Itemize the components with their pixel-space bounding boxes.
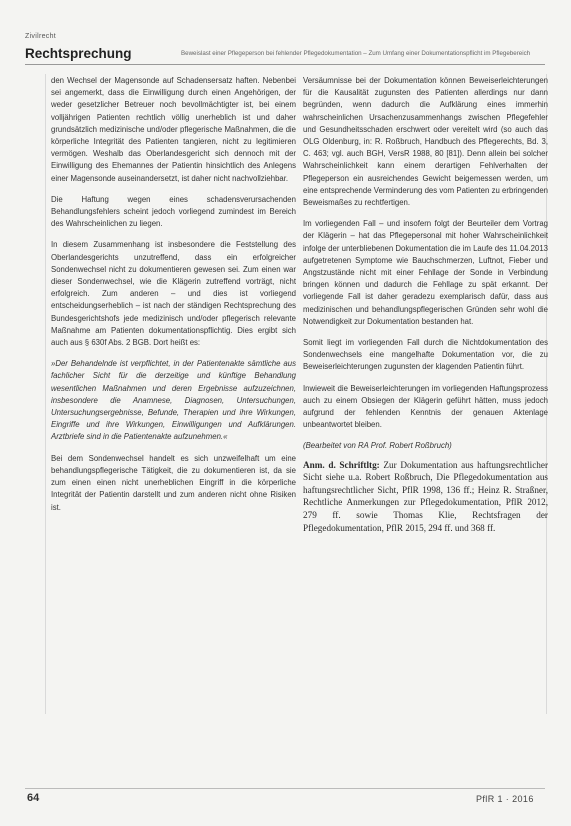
running-header — [25, 46, 545, 64]
footer-rule — [25, 788, 545, 789]
left-margin-rule — [45, 74, 46, 714]
header-title: Rechtsprechung — [25, 46, 132, 61]
right-paragraph-4: Inwieweit die Beweiserleichterungen im vorliegenden Haftungsprozess auch zu einem Obsiegen der Klägerin geführt hätten, muss jedoch aufgrund der fehlenden Kenntnis der genauen Aktenlage unbeantwortet bleiben. — [303, 383, 548, 430]
header-rule — [25, 64, 545, 65]
right-paragraph-2: Im vorliegenden Fall – und insofern folgt der Beurteiler dem Vortrag der Klägerin – hat das Pflegepersonal mit hoher Wahrscheinlichkeit infolge der unterbliebenen Dokumentation die im Laufe des 11.04.2013 aufgetretenen Symptome wie Bauchschmerzen, Luftnot, Fieber und Angstzustände nicht mit einer Fehllage der Sonde in Verbindung bringen können und dadurch die Fehllage zu spät erkannt. Der vorliegende Fall ist daher geradezu exemplarisch dafür, dass aus medizinischen und behandlungspflegerischen Gründen sehr wohl die Notwendigkeit zur Dokumentation bestanden hat. — [303, 219, 548, 326]
left-paragraph-1: den Wechsel der Magensonde auf Schadensersatz haften. Nebenbei sei angemerkt, dass die Einwilligung durch einen Angehörigen, der weder gesetzlicher Betreuer noch bevollmächtigter ist, bei einem volljährigen Patienten rechtlich völlig unerheblich ist und daher grundsätzlich medizinische und/oder pflegerische Maßnahmen, die die körperliche Integrität des Patienten tangieren, nicht zu legitimieren vermögen. Weshalb das Oberlandesgericht sich dennoch mit der Einwilligung des Ehemannes der Patientin hinsichtlich des Anlegens einer Magensonde auseinandersetzt, ist daher nicht nachvollziehbar. — [51, 76, 296, 183]
statute-quote: »Der Behandelnde ist verpflichtet, in der Patientenakte sämtliche aus fachlicher Sicht für die derzeitige und künftige Behandlung wesentlichen Maßnahmen und deren Ergebnisse aufzuzeichnen, insbesondere die Anamnese, Diagnosen, Untersuchungen, Untersuchungsergebnisse, Befunde, Therapien und ihre Wirkungen, Eingriffe und ihre Wirkungen, Einwilligungen und Aufklärungen. Arztbriefe sind in die Patientenakte aufzunehmen.« — [51, 359, 296, 442]
left-paragraph-3: In diesem Zusammenhang ist insbesondere die Feststellung des Oberlandesgerichts unzutreffend, dass ein erfolgreicher Sondenwechsel nicht zu dokumentieren gewesen sei. Zum einen war dieser Sondenwechsel, wie die Klägerin zutreffend vorträgt, nicht erfolgreich. Zum anderen – und dies ist vorliegend entscheidungserheblich – ist nach der ständigen Rechtsprechung des Bundesgerichtshofs jede medizinisch und/oder pflegerisch relevante Maßnahme am Patienten dokumentationspflichtig. Dies ergibt sich auch aus § 630f Abs. 2 BGB. Dort heißt es: — [51, 240, 296, 348]
section-label: Zivilrecht — [25, 33, 57, 40]
page-number: 64 — [27, 792, 40, 804]
right-column — [303, 75, 548, 534]
header-subtitle: Beweislast einer Pflegeperson bei fehlender Pflegedokumentation – Zum Umfang einer Dokumentationspflicht im Pflegebereich — [181, 50, 531, 57]
right-paragraph-1: Versäumnisse bei der Dokumentation können Beweiserleichterungen für die Kausalität zugunsten des Patienten allerdings nur dann begründen, wenn dadurch die Aufklärung eines immerhin wahrscheinlichen Ursachenzusammenhangs zwischen Pflegefehler und Gesundheitsschaden erschwert oder vereitelt wird (so auch das OLG Oldenburg, in: R. Roßbruch, Handbuch des Pflegerechts, Bd. 3, C. 463; vgl. auch BGH, VersR 1988, 80 [81]). Denn allein bei solcher Wahrscheinlichkeit kann einem derartigen Fehlverhalten der Pflegeperson ein ausreichendes Gewicht beigemessen werden, um eine entsprechende Verminderung des vom Patienten zu erbringenden Beweismaßes zu rechtfertigen. — [303, 76, 548, 208]
left-paragraph-5: Bei dem Sondenwechsel handelt es sich unzweifelhaft um eine behandlungspflegerische Tätigkeit, die zu dokumentieren ist, da sie zum einen einen nicht unerheblichen Eingriff in die körperliche Integrität der Patientin darstellt und zum anderen nicht ohne Risiken ist. — [51, 453, 296, 512]
left-paragraph-2: Die Haftung wegen eines schadensverursachenden Behandlungsfehlers scheint jedoch vorliegend zumindest im Bereich des Wahrscheinlichen zu liegen. — [51, 194, 296, 229]
editorial-note-text: Zur Dokumentation aus haftungsrechtlicher Sicht siehe u.a. Robert Roßbruch, Die Pflegedokumentation aus haftungsrechtlicher Sicht, PflR 1998, 136 ff.; Heinz R. Straßner, Rechtliche Anmerkungen zur Pflegedokumentation, PflR 2012, 279 ff. sowie Thomas Klie, Rechtsfragen der Pflegedokumentation, PflR 2015, 294 ff. und 368 ff. — [303, 459, 548, 533]
editorial-note-label: Anm. d. Schriftltg: — [303, 459, 380, 470]
editorial-note — [303, 459, 548, 535]
journal-issue: PflR 1 · 2016 — [476, 794, 534, 804]
left-column — [51, 75, 296, 523]
author-credit: (Bearbeitet von RA Prof. Robert Roßbruch) — [303, 441, 452, 451]
right-paragraph-3: Somit liegt im vorliegenden Fall durch die Nichtdokumentation des Sondenwechsels eine mangelhafte Dokumentation vor, die zu Beweiserleichterungen zugunsten der klagenden Patientin führt. — [303, 338, 548, 372]
